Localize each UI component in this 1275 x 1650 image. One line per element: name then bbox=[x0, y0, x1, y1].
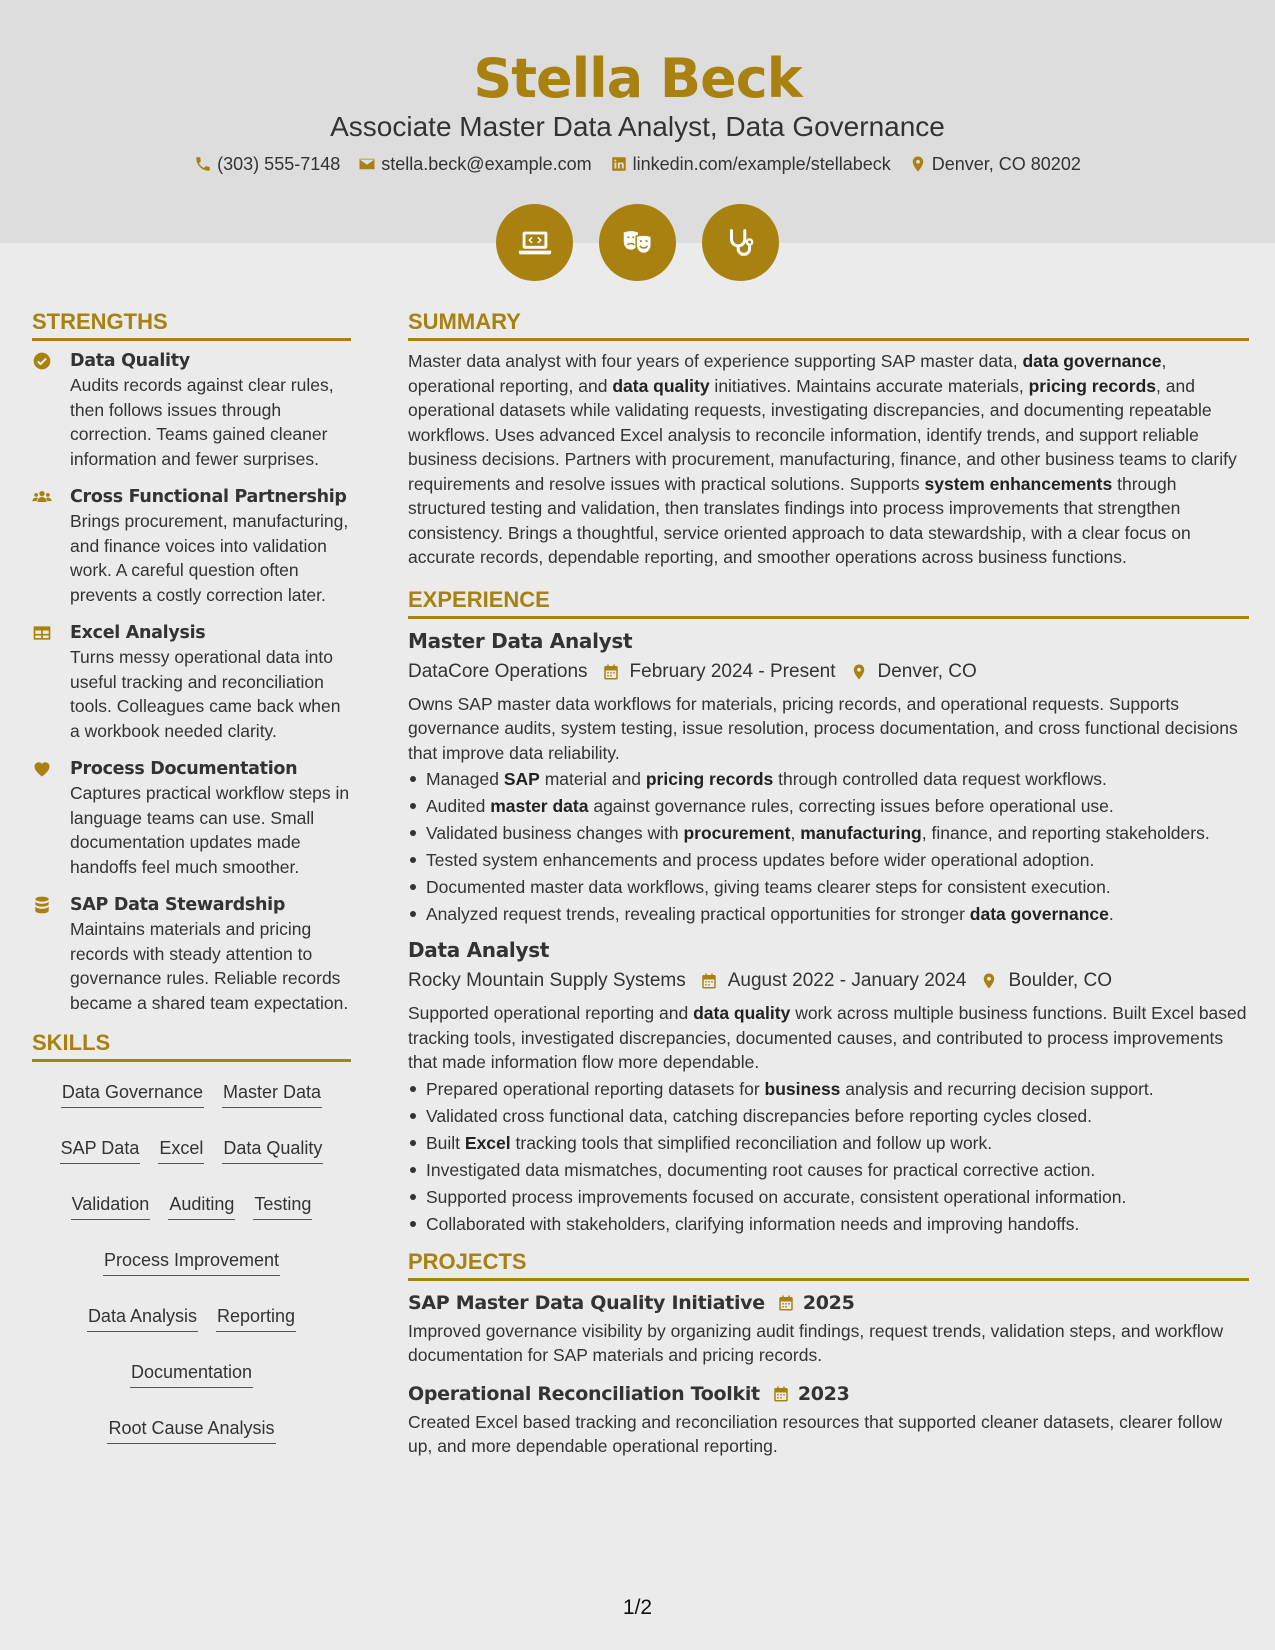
strength-item bbox=[32, 621, 351, 743]
bold-keyword: data quality bbox=[693, 1003, 791, 1023]
calendar-icon bbox=[777, 1294, 795, 1312]
skill-tag: Data Quality bbox=[222, 1136, 323, 1164]
job-location: Denver, CO bbox=[877, 660, 977, 682]
contact-location bbox=[909, 152, 1081, 176]
strength-name: SAP Data Stewardship bbox=[70, 895, 286, 915]
job-company: Rocky Mountain Supply Systems bbox=[408, 970, 686, 991]
job-dates: February 2024 - Present bbox=[629, 660, 836, 682]
bold-keyword: SAP bbox=[503, 769, 540, 789]
job-company: DataCore Operations bbox=[408, 660, 588, 682]
bold-keyword: data quality bbox=[612, 375, 710, 396]
skill-tag: Master Data bbox=[222, 1080, 322, 1108]
job-bullet: Documented master data workflows, giving teams clearer steps for consistent execution. bbox=[408, 875, 1249, 899]
strength-name: Cross Functional Partnership bbox=[70, 487, 347, 507]
map-pin-icon bbox=[980, 972, 998, 990]
project-title bbox=[408, 1380, 1249, 1408]
strength-item bbox=[32, 349, 351, 471]
job-bullets bbox=[408, 767, 1249, 926]
skill-tag: Excel bbox=[158, 1136, 204, 1164]
strengths-heading: STRENGTHS bbox=[32, 308, 351, 341]
phone-icon bbox=[194, 155, 212, 173]
skill-tag: Data Analysis bbox=[87, 1304, 198, 1332]
contact-linkedin-text: linkedin.com/example/stellabeck bbox=[632, 154, 891, 174]
project-name: SAP Master Data Quality Initiative bbox=[408, 1291, 765, 1314]
header-band bbox=[0, 0, 1275, 243]
badge-row bbox=[0, 204, 1275, 281]
bold-keyword: pricing records bbox=[645, 769, 774, 789]
envelope-icon bbox=[358, 155, 376, 173]
job-bullet: Built Excel tracking tools that simplified reconciliation and follow up work. bbox=[408, 1131, 1249, 1155]
job-title: Master Data Analyst bbox=[408, 628, 633, 653]
job-meta bbox=[408, 967, 1249, 995]
skills-list bbox=[32, 1070, 351, 1444]
job-bullet: Supported process improvements focused on accurate, consistent operational information. bbox=[408, 1185, 1249, 1209]
contact-linkedin[interactable] bbox=[610, 152, 891, 176]
job-bullet: Managed SAP material and pricing records through controlled data request workflows. bbox=[408, 767, 1249, 791]
map-pin-icon bbox=[850, 663, 868, 681]
strength-name: Process Documentation bbox=[70, 759, 298, 779]
strength-description: Maintains materials and pricing records with steady attention to governance rules. Reliable records became a shared team expectation. bbox=[70, 919, 349, 1013]
skill-tag: Reporting bbox=[216, 1304, 296, 1332]
job-entry bbox=[408, 627, 1249, 927]
contact-email[interactable] bbox=[358, 152, 591, 176]
map-pin-icon bbox=[909, 155, 927, 173]
linkedin-icon bbox=[610, 155, 628, 173]
strength-description: Audits records against clear rules, then follows issues through correction. Teams gained cleaner information and fewer surprises. bbox=[70, 375, 334, 469]
experience-heading: EXPERIENCE bbox=[408, 586, 1249, 619]
bold-keyword: pricing records bbox=[1028, 375, 1156, 396]
skill-tag: Root Cause Analysis bbox=[107, 1416, 275, 1444]
strength-description: Turns messy operational data into useful tracking and reconciliation tools. Colleagues came back when a workbook needed clarity. bbox=[70, 647, 341, 741]
job-bullet: Validated business changes with procurement, manufacturing, finance, and reporting stakeholders. bbox=[408, 821, 1249, 845]
skill-tag: Testing bbox=[253, 1192, 312, 1220]
users-icon bbox=[32, 487, 52, 507]
project-description: Created Excel based tracking and reconciliation resources that supported cleaner datasets, clearer follow up, and more dependable operational reporting. bbox=[408, 1411, 1223, 1456]
theater-masks-icon bbox=[619, 224, 657, 262]
calendar-icon bbox=[772, 1385, 790, 1403]
strength-description: Captures practical workflow steps in language teams can use. Small documentation updates made handoffs feel much smoother. bbox=[70, 783, 350, 877]
skill-tag: Process Improvement bbox=[103, 1248, 280, 1276]
bold-keyword: procurement bbox=[683, 823, 791, 843]
job-bullet: Analyzed request trends, revealing practical opportunities for stronger data governance. bbox=[408, 902, 1249, 926]
strengths-list bbox=[32, 349, 351, 1015]
summary-text: Master data analyst with four years of experience supporting SAP master data, data governance, operational reporting, and data quality initiatives. Maintains accurate materials, pricing records, and operational datasets while validating requests, investigating discrepancies, and documenting repeatable workflows. Uses advanced Excel analysis to reconcile information, identify trends, and support reliable business decisions. Partners with procurement, manufacturing, finance, and other business teams to clarify requirements and resolve issues with practical solutions. Supports system enhancements through structured testing and validation, then translates findings into process improvements that strengthen consistency. Brings a thoughtful, service oriented approach to data stewardship, with a clear focus on accurate records, dependable reporting, and smoother operations across business functions. bbox=[408, 351, 1237, 567]
contact-bar bbox=[0, 152, 1275, 176]
job-bullet: Collaborated with stakeholders, clarifying information needs and improving handoffs. bbox=[408, 1212, 1249, 1236]
project-year: 2025 bbox=[802, 1291, 855, 1314]
project-year: 2023 bbox=[797, 1382, 850, 1405]
skill-tag: SAP Data bbox=[60, 1136, 141, 1164]
project-title bbox=[408, 1289, 1249, 1317]
badge-stethoscope bbox=[702, 204, 779, 281]
job-entry bbox=[408, 936, 1249, 1236]
projects-heading: PROJECTS bbox=[408, 1248, 1249, 1281]
job-bullet: Tested system enhancements and process updates before wider operational adoption. bbox=[408, 848, 1249, 872]
strength-name: Excel Analysis bbox=[70, 623, 206, 643]
summary-heading: SUMMARY bbox=[408, 308, 1249, 341]
bold-keyword: data governance bbox=[969, 904, 1109, 924]
left-column bbox=[32, 308, 351, 1444]
job-description: Supported operational reporting and data quality work across multiple business functions. Built Excel based tracking tools, investigated discrepancies, documented causes, and contributed to process improvements that made information flow more dependable. bbox=[408, 1003, 1247, 1072]
database-icon bbox=[32, 895, 52, 915]
contact-location-text: Denver, CO 80202 bbox=[931, 154, 1081, 174]
heart-icon bbox=[32, 759, 52, 779]
project-name: Operational Reconciliation Toolkit bbox=[408, 1382, 760, 1405]
skill-tag: Documentation bbox=[130, 1360, 253, 1388]
laptop-code-icon bbox=[516, 224, 554, 262]
job-dates: August 2022 - January 2024 bbox=[727, 970, 967, 991]
bold-keyword: business bbox=[764, 1078, 841, 1099]
bold-keyword: master data bbox=[490, 796, 589, 816]
candidate-title: Associate Master Data Analyst, Data Governance bbox=[330, 111, 945, 142]
strength-name: Data Quality bbox=[70, 351, 190, 371]
bold-keyword: data governance bbox=[1022, 351, 1162, 371]
project-entry bbox=[408, 1380, 1249, 1459]
bold-keyword: Excel bbox=[464, 1132, 511, 1153]
skill-tag: Data Governance bbox=[61, 1080, 204, 1108]
job-meta bbox=[408, 658, 1249, 686]
contact-phone-text: (303) 555-7148 bbox=[217, 154, 341, 174]
calendar-icon bbox=[602, 663, 620, 681]
bold-keyword: system enhancements bbox=[924, 473, 1113, 494]
strength-item bbox=[32, 893, 351, 1015]
bold-keyword: manufacturing bbox=[800, 823, 922, 843]
contact-phone[interactable] bbox=[194, 152, 340, 176]
badge-laptop bbox=[496, 204, 573, 281]
strength-item bbox=[32, 757, 351, 879]
skills-heading: SKILLS bbox=[32, 1029, 351, 1062]
job-bullets bbox=[408, 1077, 1249, 1236]
strength-item bbox=[32, 485, 351, 607]
page-number: 1/2 bbox=[622, 1596, 653, 1619]
job-bullet: Validated cross functional data, catching discrepancies before reporting cycles closed. bbox=[408, 1104, 1249, 1128]
skill-tag: Auditing bbox=[168, 1192, 235, 1220]
project-description: Improved governance visibility by organizing audit findings, request trends, validation steps, and workflow documentation for SAP materials and pricing records. bbox=[408, 1320, 1224, 1365]
strength-description: Brings procurement, manufacturing, and finance voices into validation work. A careful question often prevents a costly correction later. bbox=[70, 511, 349, 605]
job-title: Data Analyst bbox=[408, 938, 550, 962]
job-bullet: Prepared operational reporting datasets for business analysis and recurring decision support. bbox=[408, 1077, 1249, 1101]
stethoscope-icon bbox=[722, 224, 760, 262]
candidate-name: Stella Beck bbox=[473, 47, 802, 110]
job-location: Boulder, CO bbox=[1008, 970, 1112, 991]
job-bullet: Audited master data against governance rules, correcting issues before operational use. bbox=[408, 794, 1249, 818]
job-description: Owns SAP master data workflows for materials, pricing records, and operational requests. Supports governance audits, system testing, issue resolution, process documentation, and cross functional decisions that improve data reliability. bbox=[408, 693, 1238, 763]
contact-email-text: stella.beck@example.com bbox=[381, 154, 592, 174]
project-entry bbox=[408, 1289, 1249, 1368]
badge-masks bbox=[599, 204, 676, 281]
table-icon bbox=[32, 623, 52, 643]
skill-tag: Validation bbox=[71, 1192, 151, 1220]
job-bullet: Investigated data mismatches, documenting root causes for practical corrective action. bbox=[408, 1158, 1249, 1182]
check-circle-icon bbox=[32, 351, 52, 371]
calendar-icon bbox=[700, 972, 718, 990]
right-column bbox=[408, 308, 1249, 1459]
